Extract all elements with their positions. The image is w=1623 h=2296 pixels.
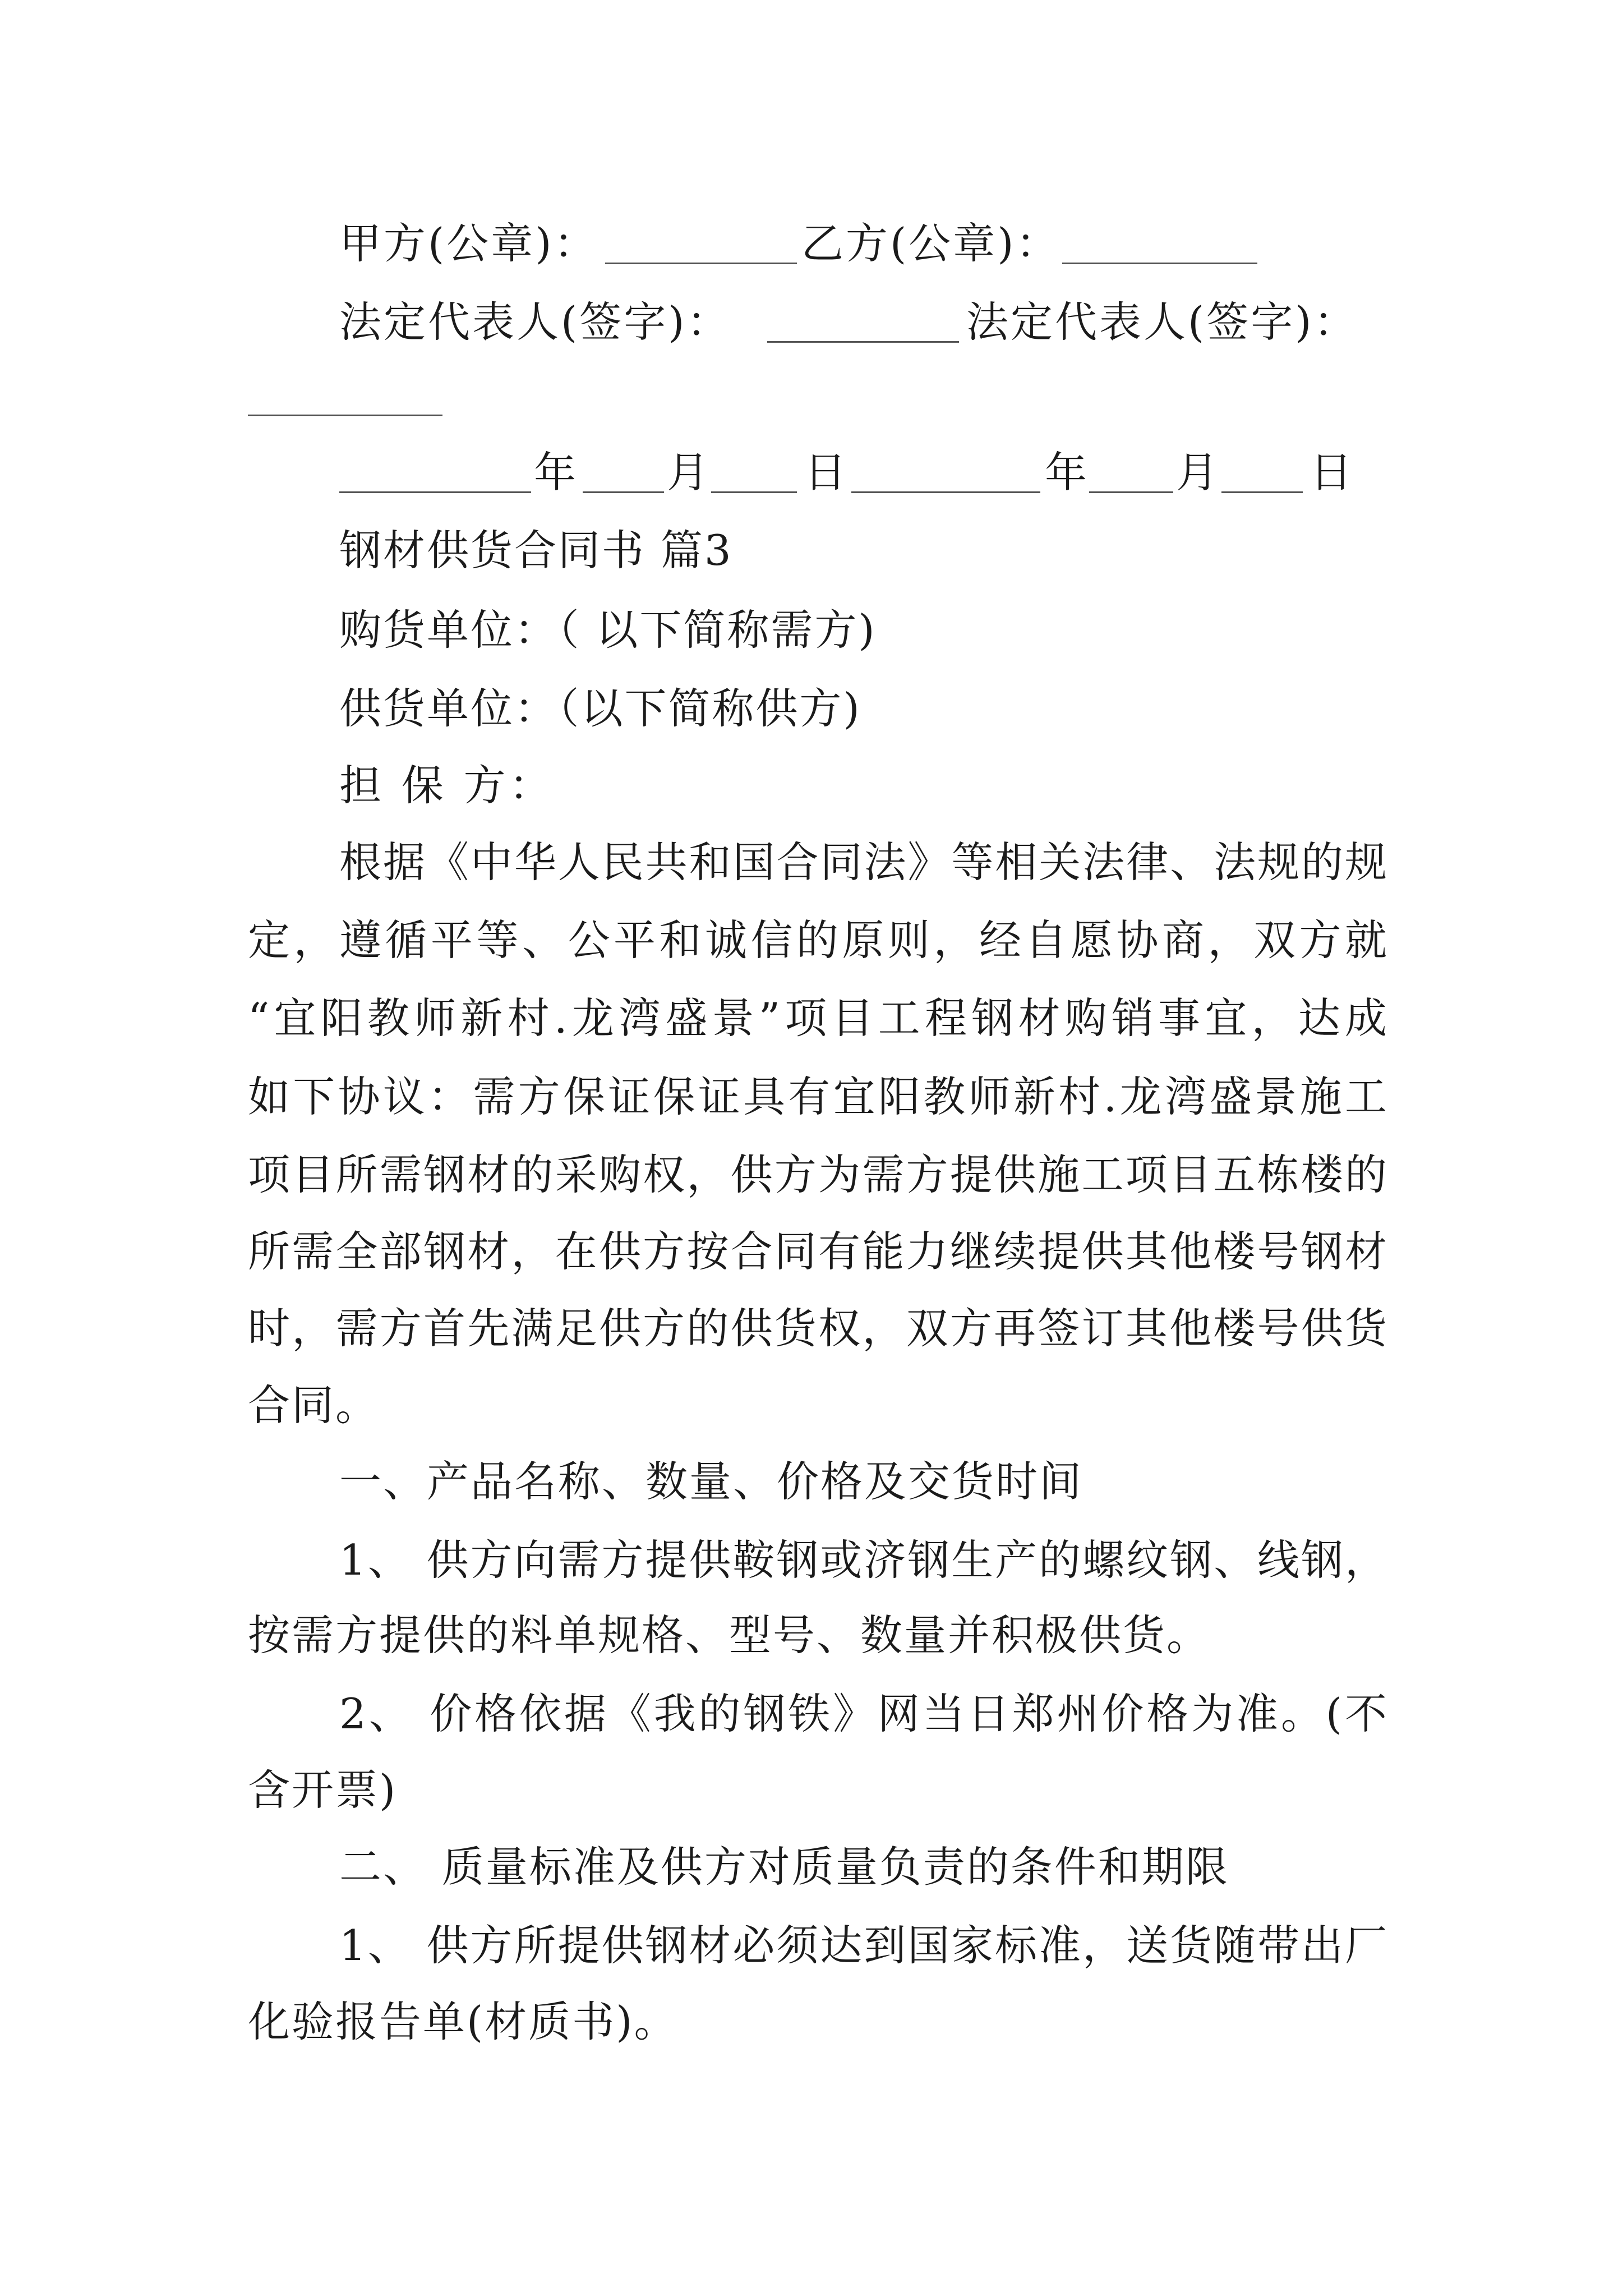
paragraph-line: 项目所需钢材的采购权，供方为需方提供施工项目五栋楼的 [248, 1150, 1387, 1199]
month-b-blank [1089, 444, 1173, 493]
clause-line: 2、 价格依据《我的钢铁》网当日郑州价格为准。(不 [339, 1689, 1387, 1738]
buyer-line: 购货单位：（ 以下简称需方) [339, 605, 877, 655]
date-row [0, 444, 1623, 500]
year-b-blank [851, 444, 1040, 493]
paragraph-line: 定，遵循平等、公平和诚信的原则，经自愿协商，双方就 [248, 915, 1387, 965]
party-a-seal-blank [605, 215, 797, 264]
year-a-label: 年 [534, 448, 579, 497]
representative-row-continued [0, 367, 1623, 424]
rep-b-label: 法定代表人(签字)： [966, 297, 1358, 347]
paragraph-line: 所需全部钢材，在供方按合同有能力继续提供其他楼号钢材 [248, 1227, 1387, 1276]
section-heading: 一、产品名称、数量、价格及交货时间 [339, 1457, 1083, 1506]
paragraph-line: 根据《中华人民共和国合同法》等相关法律、法规的规 [339, 838, 1387, 887]
clause-line: 化验报告单(材质书)。 [248, 1997, 678, 2046]
paragraph-line: “宜阳教师新村.龙湾盛景”项目工程钢材购销事宜，达成 [248, 993, 1387, 1043]
guarantor-line: 担 保 方： [339, 761, 555, 810]
paragraph-line: 如下协议：需方保证保证具有宜阳教师新村.龙湾盛景施工 [248, 1072, 1387, 1121]
year-b-label: 年 [1045, 448, 1090, 497]
month-b-label: 月 [1176, 448, 1221, 497]
rep-a-blank [767, 294, 959, 343]
contract-title: 钢材供货合同书 篇3 [339, 526, 733, 575]
rep-a-label: 法定代表人(签字)： [339, 297, 731, 347]
day-b-label: 日 [1310, 448, 1355, 497]
clause-line: 1、 供方向需方提供鞍钢或济钢生产的螺纹钢、线钢， [339, 1535, 1387, 1585]
clause-line: 1、 供方所提供钢材必须达到国家标准，送货随带出厂 [339, 1921, 1387, 1970]
clause-line: 按需方提供的料单规格、型号、数量并积极供货。 [248, 1611, 1211, 1660]
day-a-blank [711, 444, 797, 493]
party-b-seal-blank [1062, 215, 1257, 264]
seal-row [0, 215, 1623, 272]
party-b-seal-label: 乙方(公章)： [801, 219, 1061, 268]
clause-line: 含开票) [248, 1765, 398, 1815]
party-a-seal-label: 甲方(公章)： [339, 219, 598, 268]
year-a-blank [339, 444, 531, 493]
paragraph-line: 合同。 [248, 1381, 380, 1430]
supplier-line: 供货单位：（以下简称供方) [339, 684, 861, 733]
section-heading: 二、 质量标准及供方对质量负责的条件和期限 [339, 1842, 1229, 1892]
rep-b-blank [248, 367, 442, 416]
paragraph-line: 时，需方首先满足供方的供货权，双方再签订其他楼号供货 [248, 1304, 1387, 1353]
month-a-label: 月 [667, 448, 712, 497]
month-a-blank [583, 444, 664, 493]
representative-row [0, 294, 1623, 350]
day-b-blank [1221, 444, 1303, 493]
day-a-label: 日 [804, 448, 849, 497]
